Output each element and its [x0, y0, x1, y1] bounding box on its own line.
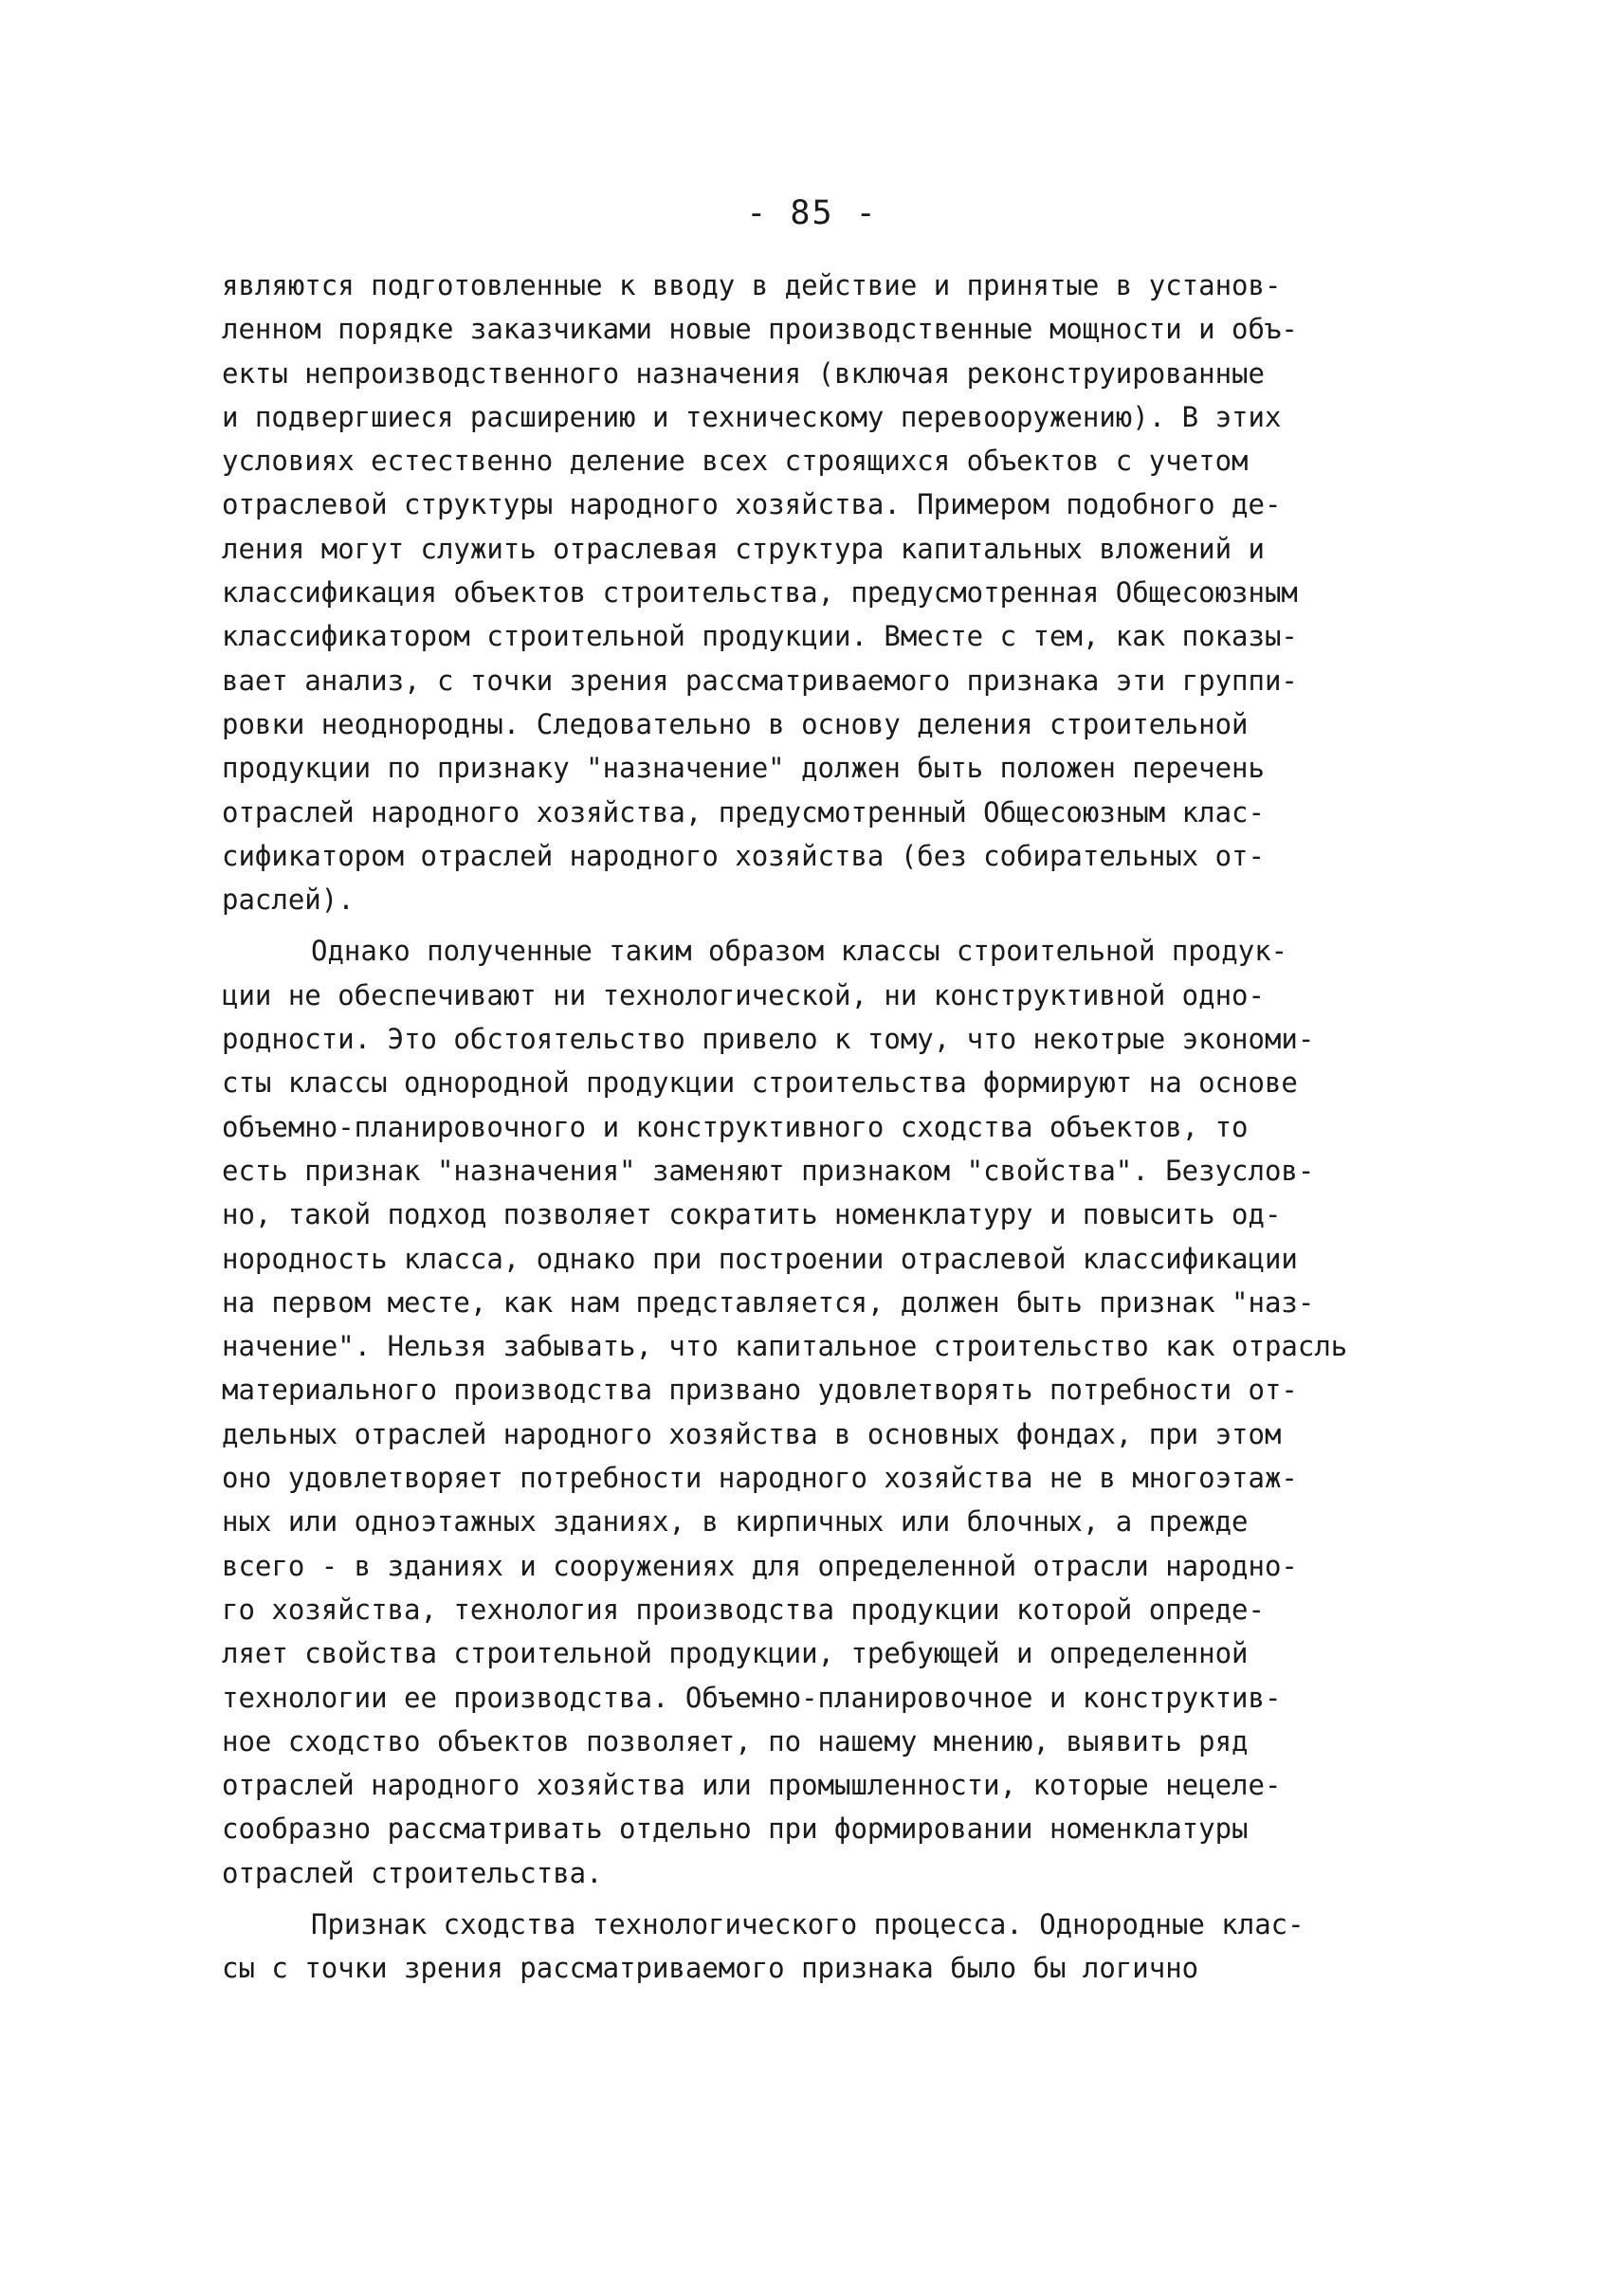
text-line: сификатором отраслей народного хозяйства (без собирательных от- — [222, 839, 1265, 872]
text-line: сообразно рассматривать отдельно при формировании номенклатуры — [222, 1812, 1249, 1846]
text-line: классификатором строительной продукции. Вместе с тем, как показы- — [222, 620, 1298, 653]
text-line: сты классы однородной продукции строительства формируют на основе — [222, 1066, 1298, 1100]
text-line: вает анализ, с точки зрения рассматриваемого признака эти группи- — [222, 664, 1298, 697]
text-line: дельных отраслей народного хозяйства в основных фондах, при этом — [222, 1417, 1282, 1450]
text-line: классификация объектов строительства, предусмотренная Общесоюзным — [222, 576, 1298, 610]
text-line: ных или одноэтажных зданиях, в кирпичных или блочных, а прежде — [222, 1505, 1249, 1539]
text-line: Признак сходства технологического процесса. Однородные клас- — [311, 1907, 1305, 1940]
text-line: Однако полученные таким образом классы строительной продук- — [311, 935, 1288, 968]
text-line: начение". Нельзя забывать, что капитальное строительство как отрасль — [222, 1330, 1348, 1363]
text-line: отраслей строительства. — [222, 1856, 603, 1889]
text-line: ции не обеспечивают ни технологической, ни конструктивной одно- — [222, 978, 1265, 1011]
text-line: на первом месте, как нам представляется, должен быть признак "наз- — [222, 1285, 1315, 1319]
text-line: го хозяйства, технология производства продукции которой опреде- — [222, 1593, 1265, 1626]
text-line: есть признак "назначения" заменяют признаком "свойства". Безуслов- — [222, 1154, 1315, 1187]
body-text — [222, 264, 1407, 1991]
text-line: объемно-планировочного и конструктивного сходства объектов, то — [222, 1110, 1249, 1143]
text-line: и подвергшиеся расширению и техническому перевооружению). В этих — [222, 400, 1282, 433]
text-line: отраслей народного хозяйства, предусмотренный Общесоюзным клас- — [222, 795, 1265, 829]
text-line: нородность класса, однако при построении отраслевой классификации — [222, 1242, 1298, 1275]
text-line: екты непроизводственного назначения (включая реконструированные — [222, 356, 1265, 390]
text-line: ленном порядке заказчиками новые производственные мощности и объ- — [222, 313, 1298, 346]
text-line: сы с точки зрения рассматриваемого признака было бы логично — [222, 1952, 1199, 1985]
text-line: являются подготовленные к вводу в действие и принятые в установ- — [222, 269, 1282, 301]
text-line: продукции по признаку "назначение" должен быть положен перечень — [222, 752, 1265, 785]
text-line: ляет свойства строительной продукции, требующей и определенной — [222, 1637, 1249, 1670]
text-line: но, такой подход позволяет сократить номенклатуру и повысить од- — [222, 1198, 1282, 1231]
text-line: ное сходство объектов позволяет, по нашему мнению, выявить ряд — [222, 1724, 1249, 1758]
text-line: технологии ее производства. Объемно-планировочное и конструктив- — [222, 1681, 1282, 1714]
text-line: ления могут служить отраслевая структура капитальных вложений и — [222, 532, 1265, 565]
text-line: всего - в зданиях и сооружениях для определенной отрасли народно- — [222, 1549, 1298, 1582]
page-number: - 85 - — [746, 194, 878, 232]
text-line: оно удовлетворяет потребности народного хозяйства не в многоэтаж- — [222, 1462, 1298, 1495]
text-line: материального производства призвано удовлетворять потребности от- — [222, 1374, 1298, 1407]
text-line: родности. Это обстоятельство привело к тому, что некотрые экономи- — [222, 1023, 1315, 1056]
text-line: раслей). — [222, 883, 355, 917]
text-line: отраслевой структуры народного хозяйства. Примером подобного де- — [222, 488, 1282, 521]
text-line: ровки неоднородны. Следовательно в основу деления строительной — [222, 707, 1249, 740]
text-line: отраслей народного хозяйства или промышленности, которые нецеле- — [222, 1769, 1282, 1802]
text-line: условиях естественно деление всех строящихся объектов с учетом — [222, 445, 1249, 478]
